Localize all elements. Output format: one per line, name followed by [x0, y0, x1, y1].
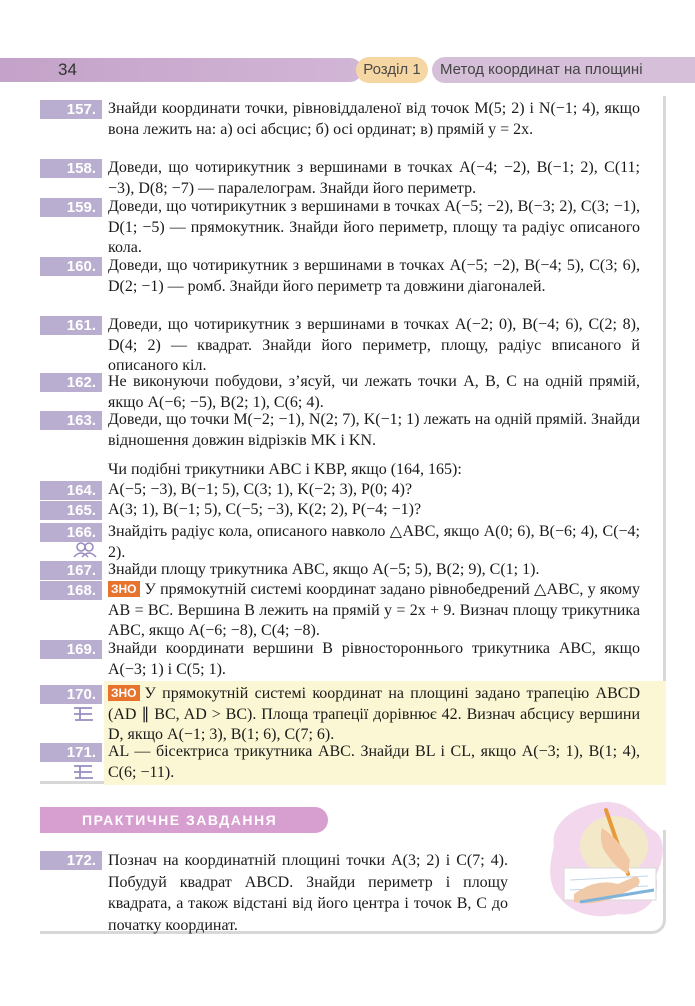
task-text: Знайди координати вершини B рівностороннього трикутника ABC, якщо A(−3; 1) і C(5; 1). — [108, 640, 640, 678]
practical-heading: ПРАКТИЧНЕ ЗАВДАННЯ — [40, 807, 328, 833]
task-text: У прямокутній системі координат задано рівнобедрений △ABC, у якому AB = BC. Вершина B лежить на прямій y = 2x + 9. Визнач площу трикутника ABC, якщо A(−6; −8), C(4; −8). — [108, 581, 640, 639]
section-label: Розділ 1 — [356, 57, 428, 83]
task-text: A(3; 1), B(−1; 5), C(−5; −3), K(2; 2), P(−4; −1)? — [108, 501, 422, 518]
equation-icon — [72, 705, 94, 728]
task-text: Познач на координатній площині точки A(3; 2) і C(7; 4). Побудуй квадрат ABCD. Знайди периметр і площу квадрата, а також відстані від його центра і точок B, C до початку координат. — [108, 852, 508, 934]
task-text: A(−5; −3), B(−1; 5), C(3; 1), K(−2; 3), P(0; 4)? — [108, 481, 413, 498]
task-number: 161. — [40, 316, 102, 335]
task-text: У прямокутній системі координат на площині задано трапецію ABCD (AD ∥ BC, AD > BC). Площа трапеції дорівнює 42. Визнач абсцису вершини D, якщо A(−1; 3), B(1; 6), C(7; 6). — [108, 685, 640, 743]
task-number: 160. — [40, 257, 102, 276]
task-number: 163. — [40, 411, 102, 430]
task-number: 158. — [40, 159, 102, 178]
task-number: 171. — [40, 743, 102, 762]
header-bar — [0, 58, 362, 82]
task-number: 166. — [40, 523, 102, 542]
task-number: 157. — [40, 100, 102, 119]
task-text: Знайдіть радіус кола, описаного навколо △ABC, якщо A(0; 6), B(−6; 4), C(−4; 2). — [108, 523, 640, 561]
task-text-wrap — [108, 580, 640, 642]
task-number: 165. — [40, 501, 102, 520]
task-number: 167. — [40, 561, 102, 580]
task-text-wrap — [108, 684, 640, 746]
task-text: Доведи, що точки M(−2; −1), N(2; 7), K(−1; 1) лежать на одній прямій. Знайди відношення довжин відрізків MK і KN. — [108, 411, 640, 449]
task-text: Знайди площу трикутника ABC, якщо A(−5; 5), B(2; 9), C(1; 1). — [108, 561, 540, 578]
zno-badge: ЗНО — [108, 685, 140, 701]
chapter-title: Метод координат на площині — [432, 57, 695, 83]
task-number: 168. — [40, 581, 102, 600]
task-text: Не виконуючи побудови, з’ясуй, чи лежать точки A, B, C на одній прямій, якщо A(−6; −5), B(2; 1), C(6; 4). — [108, 373, 640, 411]
task-text: Доведи, що чотирикутник з вершинами в точках A(−4; −2), B(−1; 2), C(11; −3), D(8; −7) — паралелограм. Знайди його периметр. — [108, 159, 640, 197]
task-number: 162. — [40, 373, 102, 392]
page-number: 34 — [58, 60, 77, 79]
zno-badge: ЗНО — [108, 581, 140, 597]
task-number: 169. — [40, 640, 102, 659]
hand-drawing-photo — [544, 798, 668, 922]
task-number: 164. — [40, 481, 102, 500]
task-text: Доведи, що чотирикутник з вершинами в точках A(−5; −2), B(−4; 5), C(3; 6), D(2; −1) — ромб. Знайди його периметр та довжини діагоналей. — [108, 257, 640, 295]
task-text: Доведи, що чотирикутник з вершинами в точках A(−5; −2), B(−3; 2), C(3; −1), D(1; −5) — прямокутник. Знайди його периметр, площу та радіус описаного кола. — [108, 198, 640, 256]
task-number: 172. — [40, 851, 102, 870]
pair-work-icon — [72, 542, 98, 563]
task-number: 159. — [40, 198, 102, 217]
task-number: 170. — [40, 685, 102, 704]
task-text: Знайди координати точки, рівновіддаленої від точок M(5; 2) і N(−1; 4), якщо вона лежить на: а) осі абсцис; б) осі ординат; в) прямій y = 2x. — [108, 100, 640, 138]
equation-icon — [72, 763, 94, 786]
intro-164-165: Чи подібні трикутники ABC і KBP, якщо (164, 165): — [108, 461, 462, 478]
task-text: Доведи, що чотирикутник з вершинами в точках A(−2; 0), B(−4; 6), C(2; 8), D(4; 2) — квадрат. Знайди його периметр, площу, радіус вписаного й описаного кіл. — [108, 316, 640, 374]
task-text: AL — бісектриса трикутника ABC. Знайди BL і CL, якщо A(−3; 1), B(1; 4), C(6; −11). — [108, 743, 640, 781]
